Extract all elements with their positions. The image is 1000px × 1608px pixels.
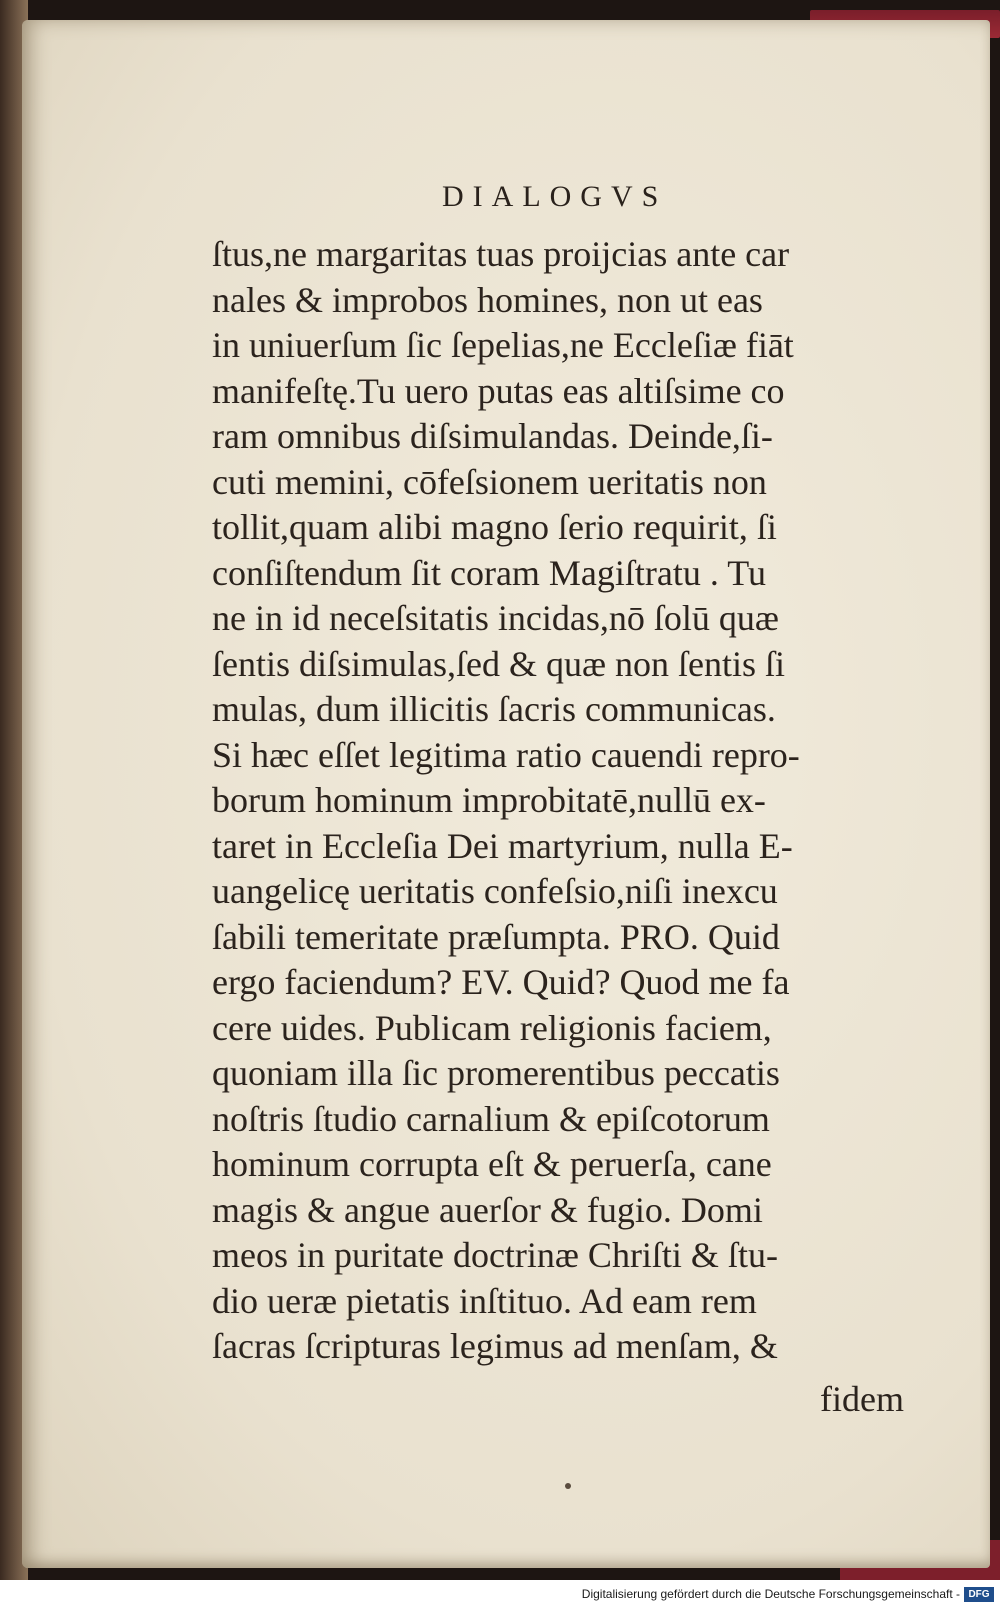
text-line: ergo faciendum? EV. Quid? Quod me fa xyxy=(212,962,790,1002)
text-line: uangelicę ueritatis confeſsio,niſi inexcu xyxy=(212,871,778,911)
body-text xyxy=(212,232,912,1370)
text-line: cere uides. Publicam religionis faciem, xyxy=(212,1007,772,1048)
text-line: ſacras ſcripturas legimus ad menſam, & xyxy=(212,1326,778,1366)
text-line: noſtris ſtudio carnalium & epiſcotorum xyxy=(212,1098,770,1139)
text-line: borum hominum improbitatē,nullū ex- xyxy=(212,780,766,820)
text-line: tollit,quam alibi magno ſerio requirit, ſi xyxy=(212,507,777,547)
running-head: DIALOGVS xyxy=(442,180,668,213)
text-line: ſtus,ne margaritas tuas proijcias ante car xyxy=(212,234,790,274)
text-line: mulas, dum illicitis ſacris communicas. xyxy=(212,689,776,729)
ink-speck xyxy=(565,1483,571,1489)
text-line: conſiſtendum ſit coram Magiſtratu . Tu xyxy=(212,552,766,593)
text-line: ram omnibus diſsimulandas. Deinde,ſi- xyxy=(212,416,773,456)
text-line: cuti memini, cōfeſsionem ueritatis non xyxy=(212,461,767,502)
text-line: meos in puritate doctrinæ Chriſti & ſtu- xyxy=(212,1235,778,1275)
text-line: nales & improbos homines, non ut eas xyxy=(212,279,763,320)
text-line: ne in id neceſsitatis incidas,nō ſolū quæ xyxy=(212,598,779,638)
text-line: hominum corrupta eſt & peruerſa, cane xyxy=(212,1144,772,1184)
text-line: magis & angue auerſor & fugio. Domi xyxy=(212,1189,763,1230)
text-line: Si hæc eſſet legitima ratio cauendi repro- xyxy=(212,734,800,775)
dfg-logo: DFG xyxy=(964,1587,994,1602)
text-line: dio ueræ pietatis inſtituo. Ad eam rem xyxy=(212,1280,757,1321)
paper-page xyxy=(22,20,990,1568)
text-line: ſentis diſsimulas,ſed & quæ non ſentis ſi xyxy=(212,643,785,684)
text-line: manifeſtę.Tu uero putas eas altiſsime co xyxy=(212,370,785,411)
funding-notice: Digitalisierung gefördert durch die Deutsche Forschungsgemeinschaft - xyxy=(581,1587,960,1601)
digitization-footer xyxy=(0,1580,1000,1608)
text-line: quoniam illa ſic promerentibus peccatis xyxy=(212,1053,780,1093)
text-line: in uniuerſum ſic ſepelias,ne Eccleſiæ fiāt xyxy=(212,325,794,365)
text-line: ſabili temeritate præſumpta. PRO. Quid xyxy=(212,916,780,957)
text-line: taret in Eccleſia Dei martyrium, nulla E- xyxy=(212,825,793,866)
catchword: fidem xyxy=(820,1379,904,1419)
